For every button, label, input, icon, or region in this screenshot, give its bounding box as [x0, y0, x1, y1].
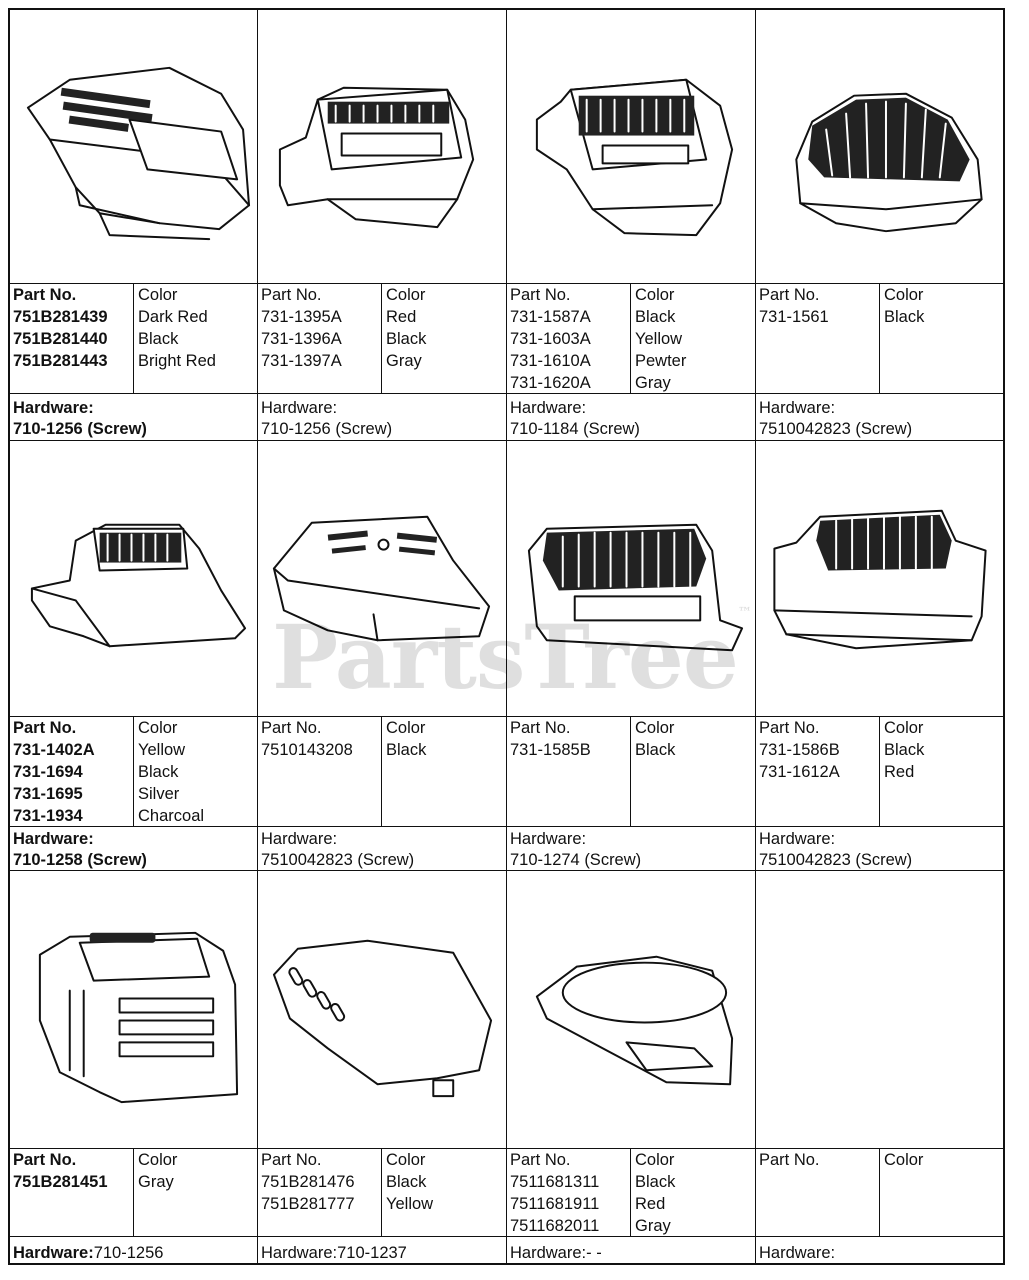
color-header: Color	[884, 719, 924, 737]
part-color: Pewter	[635, 352, 687, 370]
parts-table	[10, 284, 257, 394]
part-illustration	[756, 441, 1003, 717]
part-illustration	[258, 10, 506, 284]
part-color: Gray	[138, 1173, 174, 1191]
parts-table	[258, 1149, 506, 1237]
part-illustration	[507, 10, 755, 284]
part-number: 731-1620A	[510, 374, 591, 392]
part-color: Black	[635, 308, 676, 326]
part-no-header: Part No.	[510, 719, 571, 737]
part-illustration	[507, 871, 755, 1149]
part-no-header: Part No.	[261, 719, 322, 737]
hardware-value: 7510042823 (Screw)	[759, 851, 913, 869]
part-number: 751B281440	[13, 330, 108, 348]
part-cell	[507, 871, 756, 1264]
part-illustration	[10, 441, 257, 717]
hardware: Hardware: 710-1256	[13, 1244, 164, 1262]
part-color: Red	[386, 308, 417, 326]
part-cell	[756, 441, 1003, 871]
hardware: Hardware: 7510042823 (Screw)	[756, 829, 1003, 871]
part-number: 751B281439	[13, 308, 108, 326]
parts-table	[258, 717, 506, 827]
part-color: Gray	[635, 1217, 671, 1235]
part-number: 731-1396A	[261, 330, 342, 348]
parts-sheet	[8, 8, 1005, 1265]
part-color: Black	[386, 330, 427, 348]
part-illustration	[10, 10, 257, 284]
part-cell	[258, 10, 507, 440]
part-number: 731-1603A	[510, 330, 591, 348]
part-number: 7511682011	[510, 1217, 600, 1235]
part-cell	[507, 10, 756, 440]
part-number: 751B281476	[261, 1173, 355, 1191]
part-color: Yellow	[138, 741, 186, 759]
parts-table	[756, 1149, 1003, 1237]
hardware: Hardware: 710-1274 (Screw)	[507, 829, 755, 871]
part-number: 731-1694	[13, 763, 83, 781]
parts-table	[756, 284, 1003, 394]
engine-cover-icon	[507, 10, 755, 283]
hardware-value: 710-1237	[337, 1244, 407, 1262]
part-number: 731-1395A	[261, 308, 342, 326]
part-number: 731-1561	[759, 308, 829, 326]
parts-table	[756, 717, 1003, 827]
color-header: Color	[884, 1151, 924, 1169]
hardware-value: 7510042823 (Screw)	[759, 420, 913, 438]
part-no-header: Part No.	[13, 286, 77, 304]
part-cell	[756, 871, 1003, 1264]
parts-table	[507, 717, 755, 827]
hardware-value: 710-1184 (Screw)	[510, 420, 640, 438]
part-no-header: Part No.	[759, 286, 820, 304]
color-header: Color	[386, 286, 426, 304]
color-header: Color	[635, 1151, 675, 1169]
part-color: Black	[635, 1173, 676, 1191]
part-color: Bright Red	[138, 352, 216, 370]
hardware-value: 710-1256 (Screw)	[261, 420, 393, 438]
part-color: Red	[635, 1195, 666, 1213]
part-color: Gray	[635, 374, 671, 392]
part-color: Red	[884, 763, 915, 781]
part-number: 731-1397A	[261, 352, 342, 370]
part-color: Black	[138, 330, 179, 348]
part-number: 7511681911	[510, 1195, 600, 1213]
part-illustration	[10, 871, 257, 1149]
engine-cover-icon	[10, 871, 257, 1148]
color-header: Color	[386, 1151, 426, 1169]
parts-table	[258, 284, 506, 394]
part-color: Black	[884, 741, 925, 759]
part-color: Black	[386, 741, 427, 759]
part-number: 731-1585B	[510, 741, 591, 759]
part-no-header: Part No.	[510, 286, 571, 304]
hardware: Hardware: 710-1256 (Screw)	[10, 398, 257, 440]
part-no-header: Part No.	[510, 1151, 571, 1169]
part-number: 7511681311	[510, 1173, 600, 1191]
part-color: Yellow	[386, 1195, 434, 1213]
engine-cover-icon	[10, 441, 257, 716]
hardware-value: 710-1256 (Screw)	[13, 420, 147, 438]
hardware: Hardware: 7510042823 (Screw)	[258, 829, 506, 871]
hardware: Hardware: 710-1258 (Screw)	[10, 829, 257, 871]
part-illustration-empty	[756, 871, 1003, 1149]
part-cell	[258, 871, 507, 1264]
color-header: Color	[386, 719, 426, 737]
part-number: 751B281451	[13, 1173, 108, 1191]
color-header: Color	[635, 286, 675, 304]
color-header: Color	[138, 1151, 178, 1169]
part-no-header: Part No.	[13, 1151, 77, 1169]
color-header: Color	[884, 286, 924, 304]
engine-cover-icon	[756, 10, 1003, 283]
parts-table	[507, 284, 755, 394]
part-color: Black	[884, 308, 925, 326]
part-color: Gray	[386, 352, 422, 370]
parts-table	[10, 1149, 257, 1237]
part-color: Black	[138, 763, 179, 781]
part-color: Dark Red	[138, 308, 208, 326]
part-number: 731-1610A	[510, 352, 591, 370]
part-number: 751B281777	[261, 1195, 355, 1213]
parts-table	[10, 717, 257, 827]
part-number: 731-1934	[13, 807, 83, 825]
part-color: Charcoal	[138, 807, 205, 825]
part-number: 751B281443	[13, 352, 108, 370]
parts-row-1	[10, 10, 1003, 440]
part-no-header: Part No.	[13, 719, 77, 737]
part-color: Black	[635, 741, 676, 759]
hardware-value: - -	[586, 1244, 602, 1262]
parts-row-3	[10, 870, 1003, 1264]
part-illustration	[756, 10, 1003, 284]
engine-cover-icon	[10, 10, 257, 283]
part-cell	[10, 441, 258, 871]
hardware-value: 710-1274 (Screw)	[510, 851, 642, 869]
part-number: 731-1587A	[510, 308, 591, 326]
hardware-value: 710-1258 (Screw)	[13, 851, 147, 869]
part-number: 731-1402A	[13, 741, 95, 759]
part-cell	[756, 10, 1003, 440]
engine-cover-icon	[258, 10, 506, 283]
part-color: Silver	[138, 785, 180, 803]
parts-table	[507, 1149, 755, 1237]
engine-cover-icon	[258, 871, 506, 1148]
hardware: Hardware: 710-1237	[261, 1244, 407, 1262]
hardware: Hardware: 710-1184 (Screw)	[507, 398, 755, 440]
hardware: Hardware: - -	[510, 1244, 602, 1262]
part-color: Yellow	[635, 330, 683, 348]
part-no-header: Part No.	[759, 719, 820, 737]
hardware-value: 7510042823 (Screw)	[261, 851, 415, 869]
part-cell	[10, 871, 258, 1264]
part-number: 7510143208	[261, 741, 353, 759]
part-illustration	[258, 871, 506, 1149]
part-no-header: Part No.	[759, 1151, 820, 1169]
part-color: Black	[386, 1173, 427, 1191]
part-number: 731-1586B	[759, 741, 840, 759]
hardware: Hardware: 710-1256 (Screw)	[258, 398, 506, 440]
color-header: Color	[635, 719, 675, 737]
hardware: Hardware:	[759, 1244, 836, 1262]
part-number: 731-1612A	[759, 763, 840, 781]
engine-cover-icon	[756, 441, 1003, 716]
part-no-header: Part No.	[261, 1151, 322, 1169]
shroud-ring-icon	[507, 871, 755, 1148]
hardware-value: 710-1256	[93, 1244, 164, 1262]
part-number: 731-1695	[13, 785, 83, 803]
watermark: PartsTree™	[272, 605, 751, 709]
hardware: Hardware: 7510042823 (Screw)	[756, 398, 1003, 440]
color-header: Color	[138, 719, 178, 737]
color-header: Color	[138, 286, 178, 304]
part-no-header: Part No.	[261, 286, 322, 304]
part-cell	[10, 10, 258, 440]
